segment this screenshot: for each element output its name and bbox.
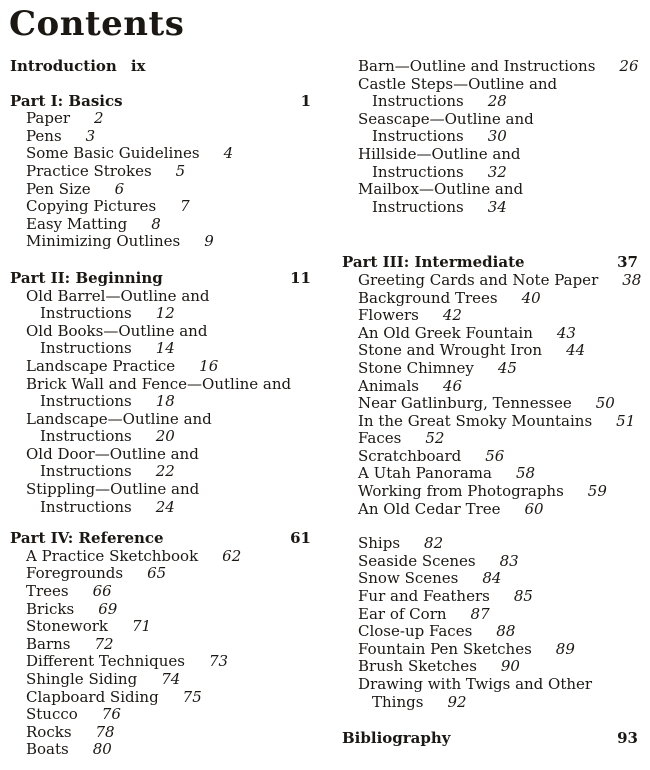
- toc-entry-continuation: [358, 694, 638, 712]
- toc-entry-page-number: 65: [147, 564, 167, 583]
- toc-entry: [342, 413, 638, 431]
- section-page-number: 1: [300, 91, 311, 110]
- toc-entry-page-number: 34: [487, 197, 507, 216]
- section-heading-row: [342, 730, 638, 748]
- toc-entry-page-number: 75: [182, 687, 202, 706]
- toc-entry-page-number: 5: [175, 161, 186, 180]
- toc-entry: [342, 325, 638, 343]
- toc-entry-page-number: 18: [155, 392, 175, 411]
- toc-entry-title: Landscape—Outline and: [26, 409, 212, 428]
- toc-entry: [342, 535, 638, 553]
- toc-entry-title: Bricks: [26, 599, 75, 618]
- toc-entry: [10, 689, 311, 707]
- toc-entry-page-number: 40: [521, 288, 541, 307]
- toc-entry: [10, 358, 311, 376]
- toc-entry-title: Barn—Outline and Instructions: [358, 57, 596, 75]
- toc-entry-title: Old Books—Outline and: [26, 321, 208, 340]
- toc-entry-title: A Practice Sketchbook: [26, 546, 199, 565]
- toc-entry-title: Old Door—Outline and: [26, 444, 199, 463]
- toc-entry: [10, 724, 311, 742]
- toc-entry-title: Minimizing Outlines: [26, 232, 181, 251]
- introduction-page-number: ix: [130, 57, 146, 75]
- toc-entry-page-number: 73: [208, 652, 229, 671]
- section-page-number: 37: [617, 253, 638, 272]
- toc-entry-page-number: 26: [619, 57, 639, 75]
- toc-entry-page-number: 32: [487, 162, 507, 181]
- toc-entry: [10, 548, 311, 566]
- section-heading-row: [10, 530, 311, 548]
- toc-entry-title: Drawing with Twigs and Other: [358, 675, 593, 693]
- toc-columns: [10, 57, 642, 759]
- toc-block-section: [10, 93, 311, 251]
- toc-entry-page-number: 14: [155, 339, 175, 358]
- toc-entry-page-number: 3: [85, 126, 96, 145]
- toc-block-section: [10, 270, 311, 516]
- toc-entry-continuation: [26, 428, 311, 446]
- toc-entry-title: Copying Pictures: [26, 197, 157, 216]
- toc-entry-page-number: 74: [161, 670, 181, 688]
- toc-entry: [10, 288, 311, 323]
- toc-entry-title: Seascape—Outline and: [358, 109, 534, 128]
- toc-entry-page-number: 9: [204, 232, 214, 251]
- toc-entry-title: Old Barrel—Outline and: [26, 286, 210, 305]
- toc-entry-page-number: 22: [155, 462, 175, 481]
- toc-entry-title: Stippling—Outline and: [26, 480, 200, 499]
- toc-entry-continuation: [358, 164, 638, 182]
- toc-entry: [342, 58, 638, 76]
- toc-column-right: [342, 57, 642, 748]
- toc-entry: [342, 501, 638, 519]
- section-page-number: 93: [617, 729, 638, 748]
- toc-entry-page-number: 20: [155, 427, 175, 446]
- toc-entry-page-number: 52: [425, 429, 445, 448]
- toc-entry: [10, 618, 311, 636]
- toc-entry-page-number: 60: [524, 499, 544, 518]
- toc-entry: [10, 671, 311, 689]
- toc-entry-page-number: 45: [497, 358, 517, 377]
- toc-entry-page-number: 66: [92, 582, 112, 601]
- toc-entry-title: Rocks: [26, 722, 72, 741]
- toc-block-items: [342, 535, 638, 711]
- toc-entry-title: Shingle Siding: [26, 670, 138, 688]
- toc-entry: [10, 446, 311, 481]
- toc-entry-title: Stone Chimney: [358, 358, 474, 377]
- toc-entry-title: Ships: [358, 534, 401, 553]
- toc-entry-title: Scratchboard: [358, 446, 462, 465]
- toc-entry-continuation: [26, 463, 311, 481]
- toc-entry-page-number: 58: [515, 464, 536, 483]
- toc-entry-continuation: [358, 128, 638, 146]
- toc-entry-title: An Old Cedar Tree: [358, 499, 501, 518]
- toc-entry: [10, 636, 311, 654]
- toc-entry: [342, 360, 638, 378]
- toc-block-section: [10, 530, 311, 759]
- toc-entry: [342, 623, 638, 641]
- toc-entry-page-number: 43: [556, 323, 576, 342]
- toc-entry-continuation-text: Things: [372, 692, 424, 711]
- toc-entry: [342, 76, 638, 111]
- toc-entry: [342, 483, 638, 501]
- toc-entry: [10, 323, 311, 358]
- toc-entry-title: Fountain Pen Sketches: [358, 639, 532, 658]
- toc-entry-continuation-text: Instructions: [40, 427, 132, 446]
- toc-entry-page-number: 87: [470, 604, 490, 623]
- toc-entry-page-number: 6: [114, 179, 125, 198]
- toc-entry-title: Animals: [358, 376, 419, 395]
- introduction-label: Introduction: [10, 57, 117, 75]
- toc-entry-page-number: 38: [622, 270, 642, 289]
- section-heading-row: [342, 254, 638, 272]
- toc-entry-title: Flowers: [358, 306, 419, 325]
- toc-entry-continuation-text: Instructions: [40, 497, 132, 516]
- toc-entry-title: Stonework: [26, 617, 109, 636]
- toc-entry-page-number: 62: [222, 546, 242, 565]
- toc-entry-page-number: 84: [482, 569, 502, 588]
- toc-entry-title: Fur and Feathers: [358, 587, 490, 606]
- toc-entry-page-number: 44: [566, 341, 586, 360]
- toc-block-heading: [342, 730, 638, 748]
- toc-entry-continuation: [26, 393, 311, 411]
- toc-entry: [342, 307, 638, 325]
- toc-entry-page-number: 8: [151, 214, 161, 233]
- toc-entry-page-number: 16: [199, 356, 219, 375]
- toc-entry-title: Clapboard Siding: [26, 687, 159, 706]
- toc-block-items: [342, 58, 638, 216]
- toc-entry-title: Greeting Cards and Note Paper: [358, 270, 599, 289]
- toc-entry-page-number: 50: [595, 394, 615, 413]
- toc-entry: [10, 233, 311, 251]
- toc-entry-continuation-text: Instructions: [40, 462, 132, 481]
- toc-entry: [342, 641, 638, 659]
- toc-entry-title: Snow Scenes: [358, 569, 459, 588]
- section-heading: Part III: Intermediate: [342, 253, 525, 272]
- toc-entry-title: Practice Strokes: [26, 161, 152, 180]
- toc-entry-page-number: 82: [424, 534, 444, 553]
- toc-entry-page-number: 88: [496, 622, 516, 641]
- toc-entry-page-number: 92: [447, 692, 467, 711]
- toc-entry-page-number: 85: [513, 587, 533, 606]
- toc-entry-title: Pen Size: [26, 179, 91, 198]
- toc-entry-title: Brush Sketches: [358, 657, 477, 676]
- toc-entry: [10, 565, 311, 583]
- toc-entry: [10, 601, 311, 619]
- toc-entry-title: Background Trees: [358, 288, 498, 307]
- toc-entry: [10, 216, 311, 234]
- toc-entry-title: Working from Photographs: [358, 482, 564, 501]
- toc-entry: [342, 111, 638, 146]
- toc-entry: [342, 270, 642, 290]
- toc-entry-title: Mailbox—Outline and: [358, 180, 524, 199]
- toc-entry-page-number: 7: [180, 197, 190, 216]
- section-heading-row: [10, 93, 311, 111]
- toc-entry-page-number: 83: [499, 551, 519, 570]
- toc-entry-page-number: 42: [442, 306, 462, 325]
- toc-entry: [10, 481, 311, 516]
- toc-entry-continuation-text: Instructions: [372, 127, 464, 146]
- toc-entry-page-number: 72: [94, 634, 114, 653]
- toc-entry-page-number: 59: [587, 482, 607, 501]
- toc-entry-title: Barns: [26, 634, 71, 653]
- toc-entry: [10, 411, 311, 446]
- toc-entry: [342, 181, 638, 216]
- toc-entry: [10, 583, 311, 601]
- section-heading: Part I: Basics: [10, 91, 123, 110]
- toc-entry-continuation-text: Instructions: [372, 197, 464, 216]
- toc-entry: [10, 145, 311, 163]
- section-page-number: 61: [290, 529, 311, 548]
- toc-entry-title: In the Great Smoky Mountains: [358, 411, 593, 430]
- toc-entry: [342, 570, 638, 588]
- toc-entry-continuation-text: Instructions: [372, 92, 464, 111]
- toc-entry-title: Close-up Faces: [358, 622, 473, 641]
- page-title: Contents: [9, 4, 185, 44]
- toc-entry-page-number: 24: [155, 497, 175, 516]
- toc-entry-title: Castle Steps—Outline and: [358, 74, 558, 93]
- toc-entry: [10, 741, 311, 759]
- toc-entry-continuation: [26, 499, 311, 517]
- toc-entry-title: Paper: [26, 109, 71, 128]
- toc-entry: [342, 448, 638, 466]
- toc-entry-continuation-text: Instructions: [40, 339, 132, 358]
- toc-entry-page-number: 80: [92, 740, 112, 759]
- toc-entry-title: Easy Matting: [26, 214, 128, 233]
- toc-entry: [342, 290, 638, 308]
- toc-entry: [342, 606, 638, 624]
- section-heading: Bibliography: [342, 729, 451, 748]
- section-heading: Part IV: Reference: [10, 529, 164, 548]
- toc-entry: [342, 378, 638, 396]
- section-page-number: 11: [290, 268, 311, 287]
- toc-entry-page-number: 90: [500, 657, 520, 676]
- toc-entry: [10, 181, 311, 199]
- toc-entry-continuation-text: Instructions: [372, 162, 464, 181]
- introduction-entry: [10, 58, 311, 76]
- toc-entry-title: Pens: [26, 126, 62, 145]
- toc-entry-title: Brick Wall and Fence—Outline and: [26, 374, 292, 393]
- toc-entry: [342, 342, 638, 360]
- toc-entry-title: Near Gatlinburg, Tennessee: [358, 394, 572, 413]
- toc-entry-page-number: 69: [98, 599, 118, 618]
- toc-block-intro: [10, 58, 311, 76]
- toc-entry-title: Ear of Corn: [358, 604, 447, 623]
- toc-entry-title: A Utah Panorama: [358, 464, 492, 483]
- toc-entry-title: Landscape Practice: [26, 356, 176, 375]
- toc-block-section: [342, 253, 642, 518]
- toc-entry: [10, 128, 311, 146]
- toc-entry: [10, 198, 311, 216]
- toc-entry-continuation-text: Instructions: [40, 392, 132, 411]
- toc-entry-title: Stucco: [26, 705, 78, 724]
- toc-entry-continuation: [26, 340, 311, 358]
- toc-entry-page-number: 12: [155, 304, 175, 323]
- toc-entry: [10, 163, 311, 181]
- toc-entry: [342, 146, 638, 181]
- toc-entry-page-number: 46: [442, 376, 463, 395]
- toc-entry: [10, 110, 311, 128]
- toc-entry: [342, 395, 638, 413]
- toc-entry-page-number: 89: [555, 639, 575, 658]
- toc-entry: [342, 465, 638, 483]
- toc-entry-page-number: 28: [487, 92, 507, 111]
- toc-entry-page-number: 78: [95, 722, 115, 741]
- toc-entry: [342, 588, 638, 606]
- toc-entry-continuation: [358, 93, 638, 111]
- toc-entry: [342, 430, 638, 448]
- toc-entry-page-number: 51: [616, 411, 636, 430]
- toc-entry-title: Trees: [26, 582, 69, 601]
- toc-entry: [10, 376, 311, 411]
- toc-entry-page-number: 56: [485, 446, 505, 465]
- toc-entry-page-number: 4: [223, 144, 234, 163]
- toc-entry-page-number: 71: [132, 617, 152, 636]
- toc-entry-title: Boats: [26, 740, 69, 759]
- toc-entry-title: Stone and Wrought Iron: [358, 341, 543, 360]
- toc-entry: [342, 553, 638, 571]
- toc-entry-title: Different Techniques: [26, 652, 185, 671]
- toc-entry-continuation: [26, 305, 311, 323]
- toc-entry-page-number: 76: [101, 705, 121, 724]
- toc-entry-title: Foregrounds: [26, 564, 124, 583]
- toc-entry-continuation: [358, 199, 638, 217]
- toc-entry: [10, 653, 311, 671]
- toc-entry-title: An Old Greek Fountain: [358, 323, 533, 342]
- section-heading: Part II: Beginning: [10, 268, 163, 287]
- toc-entry-title: Hillside—Outline and: [358, 144, 521, 163]
- toc-entry: [342, 676, 638, 711]
- toc-column-left: [10, 58, 311, 759]
- toc-entry-title: Seaside Scenes: [358, 551, 476, 570]
- toc-entry: [10, 706, 311, 724]
- toc-entry-page-number: 2: [94, 109, 104, 128]
- toc-entry-continuation-text: Instructions: [40, 304, 132, 323]
- toc-entry-title: Some Basic Guidelines: [26, 144, 200, 163]
- toc-entry: [342, 658, 638, 676]
- section-heading-row: [10, 270, 311, 288]
- toc-entry-title: Faces: [358, 429, 402, 448]
- toc-entry-page-number: 30: [487, 127, 507, 146]
